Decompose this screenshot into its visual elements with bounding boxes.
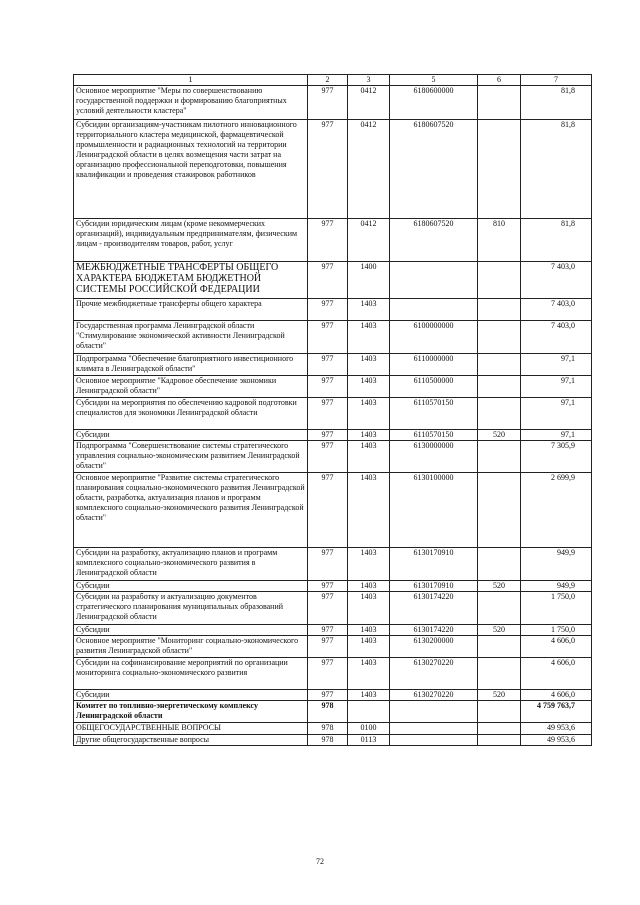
target-article: 6130270220	[390, 658, 478, 690]
expense-type: 520	[478, 690, 521, 701]
item-name: ОБЩЕГОСУДАРСТВЕННЫЕ ВОПРОСЫ	[74, 723, 308, 735]
target-article: 6180607520	[390, 219, 478, 262]
ministry-code: 977	[308, 636, 348, 658]
table-row	[74, 441, 592, 473]
ministry-code: 977	[308, 473, 348, 548]
item-name: Прочие межбюджетные трансферты общего характера	[74, 299, 308, 321]
header-cell: 2	[308, 75, 348, 86]
ministry-code: 977	[308, 690, 348, 701]
section-code: 1403	[348, 354, 390, 376]
table-row	[74, 430, 592, 441]
item-name: Субсидии	[74, 581, 308, 592]
expense-type	[478, 658, 521, 690]
item-name: Субсидии	[74, 690, 308, 701]
target-article: 6130000000	[390, 441, 478, 473]
expense-type: 520	[478, 625, 521, 636]
item-name: Подпрограмма "Обеспечение благоприятного инвестиционного климата в Ленинградской области"	[74, 354, 308, 376]
amount: 4 759 763,7	[521, 701, 592, 723]
table-row	[74, 690, 592, 701]
item-name: Субсидии юридическим лицам (кроме некоммерческих организаций), индивидуальным предпринимателям, физическим лицам - производителям товаров, работ, услуг	[74, 219, 308, 262]
ministry-code: 978	[308, 701, 348, 723]
amount: 1 750,0	[521, 592, 592, 625]
table-row	[74, 299, 592, 321]
amount: 81,8	[521, 120, 592, 219]
item-name: Основное мероприятие "Кадровое обеспечение экономики Ленинградской области"	[74, 376, 308, 398]
section-code: 1403	[348, 548, 390, 581]
expense-type	[478, 376, 521, 398]
expense-type	[478, 723, 521, 735]
target-article	[390, 299, 478, 321]
expense-type	[478, 262, 521, 299]
ministry-code: 977	[308, 592, 348, 625]
expense-type: 810	[478, 219, 521, 262]
ministry-code: 977	[308, 120, 348, 219]
ministry-code: 978	[308, 735, 348, 746]
amount: 949,9	[521, 581, 592, 592]
ministry-code: 977	[308, 398, 348, 430]
table-row	[74, 219, 592, 262]
table-row	[74, 398, 592, 430]
section-code: 1403	[348, 376, 390, 398]
section-code: 1403	[348, 321, 390, 354]
expense-type	[478, 441, 521, 473]
section-code: 1403	[348, 658, 390, 690]
header-cell: 6	[478, 75, 521, 86]
header-cell: 7	[521, 75, 592, 86]
section-code	[348, 701, 390, 723]
amount: 4 606,0	[521, 658, 592, 690]
amount: 949,9	[521, 548, 592, 581]
column-number-row	[74, 75, 592, 86]
amount: 97,1	[521, 376, 592, 398]
target-article: 6100000000	[390, 321, 478, 354]
target-article: 6180600000	[390, 86, 478, 120]
section-code: 1403	[348, 581, 390, 592]
item-name: Субсидии организациям-участникам пилотного инновационного территориального кластера медицинской, фармацевтической промышленности и радиационных технологий на территории Ленинградской области в целях возмещения части затрат на организацию профессиональной переподготовки, повышения квалификации и проведения стажировок работников	[74, 120, 308, 219]
target-article: 6110570150	[390, 430, 478, 441]
expense-type	[478, 592, 521, 625]
amount: 49 953,6	[521, 723, 592, 735]
item-name: Комитет по топливно-энергетическому комплексу Ленинградской области	[74, 701, 308, 723]
item-name: Основное мероприятие "Мониторинг социально-экономического развития Ленинградской области"	[74, 636, 308, 658]
table-body	[74, 86, 592, 746]
header-cell: 5	[390, 75, 478, 86]
section-code: 1403	[348, 690, 390, 701]
item-name: Государственная программа Ленинградской области "Стимулирование экономической активности Ленинградской области"	[74, 321, 308, 354]
target-article: 6130200000	[390, 636, 478, 658]
table-row	[74, 86, 592, 120]
ministry-code: 977	[308, 219, 348, 262]
target-article: 6130170910	[390, 548, 478, 581]
table-row	[74, 723, 592, 735]
expense-type	[478, 548, 521, 581]
page-number: 72	[316, 857, 324, 866]
ministry-code: 977	[308, 299, 348, 321]
table-row	[74, 321, 592, 354]
amount: 4 606,0	[521, 636, 592, 658]
target-article: 6130100000	[390, 473, 478, 548]
amount: 4 606,0	[521, 690, 592, 701]
expense-type	[478, 473, 521, 548]
section-code: 0113	[348, 735, 390, 746]
amount: 7 403,0	[521, 321, 592, 354]
ministry-code: 977	[308, 548, 348, 581]
table-row	[74, 625, 592, 636]
target-article	[390, 262, 478, 299]
amount: 81,8	[521, 86, 592, 120]
ministry-code: 977	[308, 86, 348, 120]
amount: 97,1	[521, 354, 592, 376]
table-row	[74, 120, 592, 219]
expense-type	[478, 398, 521, 430]
section-code: 1403	[348, 625, 390, 636]
amount: 7 305,9	[521, 441, 592, 473]
section-code: 1403	[348, 398, 390, 430]
table-row	[74, 376, 592, 398]
item-name: Субсидии на разработку и актуализацию документов стратегического планирования муниципальных образований Ленинградской области	[74, 592, 308, 625]
item-name: Субсидии на мероприятия по обеспечению кадровой подготовки специалистов для экономики Ленинградской области	[74, 398, 308, 430]
expense-type	[478, 321, 521, 354]
table-row	[74, 581, 592, 592]
target-article: 6130174220	[390, 592, 478, 625]
table-row	[74, 592, 592, 625]
section-code: 1403	[348, 592, 390, 625]
target-article	[390, 701, 478, 723]
item-name: Основное мероприятие "Меры по совершенствованию государственной поддержки и формированию благоприятных условий деятельности кластера"	[74, 86, 308, 120]
ministry-code: 977	[308, 625, 348, 636]
section-code: 1403	[348, 299, 390, 321]
expense-type: 520	[478, 581, 521, 592]
expense-type	[478, 701, 521, 723]
item-name: Субсидии	[74, 430, 308, 441]
section-code: 0412	[348, 120, 390, 219]
section-code: 1403	[348, 430, 390, 441]
item-name: Другие общегосударственные вопросы	[74, 735, 308, 746]
expense-type	[478, 636, 521, 658]
expense-type	[478, 299, 521, 321]
target-article: 6110500000	[390, 376, 478, 398]
expense-type	[478, 120, 521, 219]
table-row	[74, 701, 592, 723]
expense-type	[478, 735, 521, 746]
target-article	[390, 735, 478, 746]
header-cell: 3	[348, 75, 390, 86]
ministry-code: 977	[308, 354, 348, 376]
target-article: 6130270220	[390, 690, 478, 701]
table-row	[74, 262, 592, 299]
table-row	[74, 548, 592, 581]
section-code: 1403	[348, 636, 390, 658]
target-article: 6130170910	[390, 581, 478, 592]
expense-type: 520	[478, 430, 521, 441]
item-name: Субсидии на разработку, актуализацию планов и программ комплексного социально-экономического развития в Ленинградской области	[74, 548, 308, 581]
amount: 2 699,9	[521, 473, 592, 548]
expense-type	[478, 86, 521, 120]
table-row	[74, 658, 592, 690]
item-name: Субсидии	[74, 625, 308, 636]
target-article: 6110000000	[390, 354, 478, 376]
target-article	[390, 723, 478, 735]
table-row	[74, 636, 592, 658]
section-code: 1403	[348, 441, 390, 473]
ministry-code: 977	[308, 441, 348, 473]
section-code: 1400	[348, 262, 390, 299]
amount: 97,1	[521, 430, 592, 441]
amount: 81,8	[521, 219, 592, 262]
item-name: Подпрограмма "Совершенствование системы стратегического управления социально-экономическим развитием Ленинградской области"	[74, 441, 308, 473]
ministry-code: 977	[308, 321, 348, 354]
section-code: 1403	[348, 473, 390, 548]
target-article: 6130174220	[390, 625, 478, 636]
budget-table	[73, 74, 592, 746]
header-cell: 1	[74, 75, 308, 86]
ministry-code: 977	[308, 658, 348, 690]
target-article: 6110570150	[390, 398, 478, 430]
section-code: 0100	[348, 723, 390, 735]
section-code: 0412	[348, 219, 390, 262]
table-row	[74, 354, 592, 376]
amount: 7 403,0	[521, 262, 592, 299]
expense-type	[478, 354, 521, 376]
amount: 49 953,6	[521, 735, 592, 746]
ministry-code: 977	[308, 581, 348, 592]
amount: 97,1	[521, 398, 592, 430]
target-article: 6180607520	[390, 120, 478, 219]
ministry-code: 977	[308, 262, 348, 299]
section-code: 0412	[348, 86, 390, 120]
item-name: Субсидии на софинансирование мероприятий по организации мониторинга социально-экономического развития	[74, 658, 308, 690]
item-name: Основное мероприятие "Развитие системы стратегического планирования социально-экономического развития Ленинградской области, разработка, актуализация планов и программ комплексного социально-экономического развития Ленинградской области"	[74, 473, 308, 548]
ministry-code: 978	[308, 723, 348, 735]
amount: 1 750,0	[521, 625, 592, 636]
amount: 7 403,0	[521, 299, 592, 321]
item-name: МЕЖБЮДЖЕТНЫЕ ТРАНСФЕРТЫ ОБЩЕГО ХАРАКТЕРА БЮДЖЕТАМ БЮДЖЕТНОЙ СИСТЕМЫ РОССИЙСКОЙ ФЕДЕРАЦИИ	[74, 262, 308, 299]
table-row	[74, 735, 592, 746]
ministry-code: 977	[308, 376, 348, 398]
table-row	[74, 473, 592, 548]
ministry-code: 977	[308, 430, 348, 441]
